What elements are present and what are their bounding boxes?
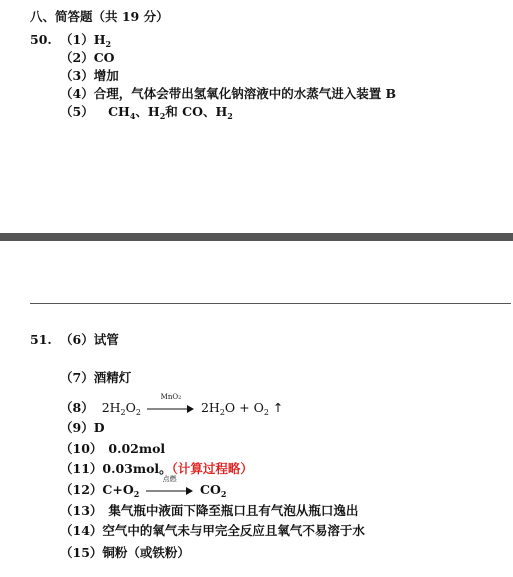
answer-label: （4） [60, 86, 94, 101]
answer-8 [60, 392, 284, 417]
formula-text: 2H [101, 400, 121, 415]
answer-label: （9） [60, 420, 94, 435]
answer-text: 、H [135, 104, 160, 119]
answer-label: （6） [60, 332, 94, 347]
answer-1 [60, 32, 111, 48]
answer-label: （12） [60, 482, 103, 497]
question-number-50: 50. [30, 32, 52, 47]
answer-label: （10） [60, 441, 103, 456]
answer-9 [60, 420, 105, 436]
calculation-note: （计算过程略） [171, 461, 253, 476]
subscript: 2 [220, 489, 227, 499]
subscript: 2 [120, 408, 126, 417]
answer-13 [60, 503, 358, 519]
subscript: 2 [263, 408, 269, 417]
answer-14 [60, 523, 365, 539]
subscript: 2 [135, 408, 141, 417]
subscript: 2 [227, 111, 233, 121]
answer-text: 0.03mol。 [102, 461, 172, 476]
answer-text: H [93, 32, 106, 47]
divider-line [30, 303, 511, 304]
answer-text: 酒精灯 [93, 370, 132, 385]
formula-text: CO [200, 482, 221, 497]
answer-label: （7） [60, 370, 94, 385]
answer-text: 和 CO、H [165, 104, 228, 119]
answer-label: （8） [60, 400, 94, 415]
question-number-51: 51. [30, 332, 52, 347]
subscript: 2 [159, 111, 166, 121]
answer-6 [60, 332, 119, 348]
answer-12 [60, 474, 227, 499]
gas-arrow-icon: ↑ [272, 400, 284, 415]
answer-text: D [93, 420, 105, 435]
catalyst-label: MnO2 [160, 392, 182, 401]
answer-text: 空气中的氧气未与甲完全反应且氧气不易溶于水 [102, 523, 365, 538]
answer-label: （13） [60, 503, 103, 518]
answer-2 [60, 50, 115, 66]
answer-10 [60, 441, 165, 457]
arrow-icon [147, 402, 195, 416]
answer-label: （3） [60, 68, 94, 83]
subscript: 2 [105, 39, 112, 49]
answer-text: 增加 [93, 68, 119, 83]
answer-label: （11） [60, 461, 103, 476]
subscript: 2 [133, 489, 140, 499]
formula-text: O [125, 400, 136, 415]
answer-text: 集气瓶中液面下降至瓶口且有气泡从瓶口逸出 [108, 503, 359, 518]
reaction-arrow [147, 392, 195, 416]
reaction-arrow [146, 474, 194, 498]
answer-text: 试管 [93, 332, 119, 347]
answer-7 [60, 370, 131, 386]
answer-text: CH [108, 104, 130, 119]
condition-label: 点燃 [162, 474, 177, 483]
section-title: 八、简答题（共 19 分） [30, 9, 169, 24]
subscript: 4 [129, 111, 136, 121]
formula-text: C+O [102, 482, 134, 497]
answer-label: （14） [60, 523, 103, 538]
answer-text: CO [93, 50, 115, 65]
subscript: 2 [219, 408, 225, 417]
answer-label: （5） [60, 104, 94, 119]
answer-label: （2） [60, 50, 94, 65]
answer-label: （1） [60, 32, 94, 47]
arrow-icon [146, 484, 194, 498]
formula-text: O + O [224, 400, 264, 415]
answer-4 [60, 86, 396, 102]
answer-15 [60, 545, 190, 561]
answer-text: 合理，气体会带出氢氧化钠溶液中的水蒸气进入装置 B [93, 86, 397, 101]
answer-text: 0.02mol [108, 441, 166, 456]
formula-text: 2H [200, 400, 220, 415]
answer-3 [60, 68, 119, 84]
answer-text: 铜粉（或铁粉） [102, 545, 190, 560]
page-break-band [0, 233, 513, 241]
answer-5 [60, 104, 233, 120]
answer-label: （15） [60, 545, 103, 560]
